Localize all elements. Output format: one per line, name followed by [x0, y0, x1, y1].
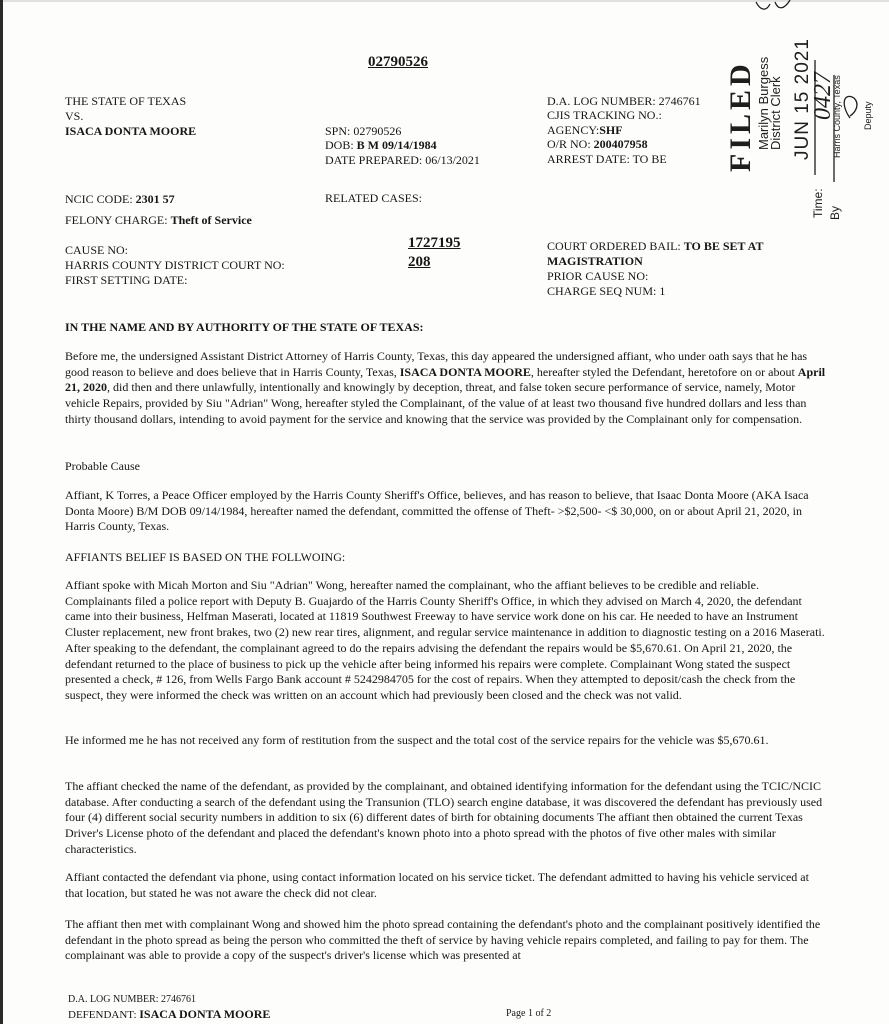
phone-contact-paragraph: Affiant contacted the defendant via phone, using contact information located on his service ticket. The defendant admitted to having his vehicle serviced at that location, but stated he was not aware the check did not clear.: [65, 870, 809, 900]
district-court-label: HARRIS COUNTY DISTRICT COURT NO:: [65, 258, 285, 272]
dob-value: B M 09/14/1984: [356, 138, 437, 152]
agency-value: SHF: [599, 123, 623, 137]
ncic-label: NCIC CODE:: [65, 192, 133, 206]
belief-heading: AFFIANTS BELIEF IS BASED ON THE FOLLWOING:: [65, 550, 346, 564]
related-cases: RELATED CASES:: [325, 191, 423, 205]
restitution-paragraph: He informed me he has not received any form of restitution from the suspect and the total cost of the service repairs for the vehicle was $5,670.61.: [65, 733, 769, 747]
stamp-clerk-name: Marilyn Burgess: [756, 56, 771, 150]
cause-no-label: CAUSE NO:: [65, 243, 129, 257]
footer-defendant-name: ISACA DONTA MOORE: [139, 1007, 271, 1021]
stamp-by-label: By: [828, 205, 842, 220]
date-prepared: DATE PREPARED: 06/13/2021: [325, 153, 480, 167]
intro-offense-date: April 21, 2020: [65, 364, 826, 395]
arrest-date: ARREST DATE: TO BE: [547, 152, 667, 166]
stamp-county: Harris County, Texas: [832, 75, 842, 158]
page-number: Page 1 of 2: [506, 1008, 552, 1019]
spn-number: SPN: 02790526: [325, 124, 402, 138]
footer-da-log: D.A. LOG NUMBER: 2746761: [68, 994, 197, 1005]
intro-text-c: , did then and there unlawfully, intentionally and knowingly by deception, threat, and false token secure performance of service, namely, Motor vehicle Repairs, provided by Siu "Adrian" Wong, hereafter styled the Complainant, of the value of at least two thousand five hundred dollars and less than thirty thousand dollars, intending to avoid payment for the service and knowing that the service was provided by the Complainant only for compensation.: [65, 380, 807, 426]
ncic-line: [65, 192, 175, 207]
agency-label: AGENCY:: [547, 123, 600, 137]
filed-stamp-graphic: [712, 0, 889, 230]
agency-line: [547, 123, 623, 138]
authority-heading: IN THE NAME AND BY AUTHORITY OF THE STATE OF TEXAS:: [65, 320, 424, 334]
da-log-number: D.A. LOG NUMBER: 2746761: [547, 94, 701, 108]
felony-value: Theft of Service: [170, 213, 252, 227]
or-number-label: O/R NO:: [547, 137, 591, 151]
intro-text-a: Before me, the undersigned Assistant District Attorney of Harris County, Texas, this day appeared the undersigned affiant, who under oath says that he has good reason to believe and does believe that in Harris County, Texas,: [65, 349, 808, 379]
bail-value-1: TO BE SET AT: [683, 239, 764, 253]
stamp-deputy-label: Deputy: [863, 101, 873, 130]
affiant-paragraph: Affiant, K Torres, a Peace Officer employed by the Harris County Sheriff's Office, believes, and has reason to believe, that Isaac Donta Moore (AKA Isaca Donta Moore) B/M DOB 09/14/1984, hereafter named the defendant, committed the offense of Theft- >$2,500- <$ 30,000, on or about April 21, 2020, in Harris County, Texas.: [65, 488, 809, 534]
dob-line: [325, 138, 437, 153]
bail-line: [547, 239, 763, 254]
felony-charge-line: [65, 213, 252, 228]
complaint-paragraph: Affiant spoke with Micah Morton and Siu "Adrian" Wong, hereafter named the complainant, who the affiant believes to be credible and reliable. Complainants filed a police report with Deputy B. Guajardo of the Harris County Sheriff's Office, in which they advised on March 4, 2020, the defendant came into their business, Helfman Maserati, located at 11819 Southwest Freeway to have service work done on his car. He needed to have an Instrument Cluster replacement, new front brakes, two (2) new rear tires, alignment, and regular service maintenance in addition to diagnostic testing on a 2016 Maserati. After speaking to the defendant, the complainant agreed to do the repairs advising the defendant the repairs would be $5,670.61. On April 21, 2020, the defendant returned to the place of business to pick up the vehicle after being informed his repairs were complete. Complainant Wong stated the suspect presented a check, # 126, from Wells Fargo Bank account # 5242984705 for the cost of repairs. When they attempted to deposit/cash the check from the suspect, they were informed the check was written on an account which had previously been closed and the check was not valid.: [65, 578, 825, 702]
or-number-line: [547, 137, 648, 152]
intro-paragraph: [65, 349, 828, 428]
versus-label: VS.: [65, 109, 84, 123]
probable-cause-heading: Probable Cause: [65, 459, 140, 473]
ncic-value: 2301 57: [135, 192, 175, 206]
footer-defendant-line: [68, 1007, 270, 1022]
stamp-filed-text: FILED: [724, 60, 757, 172]
photo-spread-paragraph: The affiant then met with complainant Wong and showed him the photo spread containing the defendant's photo and the complainant positively identified the defendant in the photo spread as being the person who committed the theft of service by having vehicle repairs completed, and failing to pay for them. The complainant was able to provide a copy of the suspect's driver's license which was presented at: [65, 917, 821, 963]
case-number-top: 02790526: [368, 54, 428, 70]
bail-value-2: MAGISTRATION: [547, 254, 643, 268]
charge-seq-num: CHARGE SEQ NUM: 1: [547, 284, 666, 298]
dob-label: DOB:: [325, 138, 354, 152]
intro-text-b: , hereafter styled the Defendant, heretofore on or about: [530, 364, 798, 379]
stamp-time-value: 0427: [810, 72, 836, 120]
footer-defendant-label: DEFENDANT:: [68, 1009, 137, 1021]
defendant-name-header: ISACA DONTA MOORE: [65, 124, 197, 138]
cause-number-value: 1727195: [408, 235, 461, 251]
cjis-tracking: CJIS TRACKING NO.:: [547, 108, 662, 122]
stamp-time-label: Time:: [811, 188, 825, 218]
prior-cause-no: PRIOR CAUSE NO:: [547, 269, 649, 283]
filed-stamp: [712, 0, 889, 230]
court-number-value: 208: [408, 254, 431, 270]
scan-left-edge: [0, 0, 3, 1024]
state-of-texas: THE STATE OF TEXAS: [65, 94, 187, 108]
stamp-clerk-title: District Clerk: [768, 76, 783, 150]
or-number-value: 200407958: [593, 137, 648, 151]
stamp-date: JUN 15 2021: [792, 38, 813, 160]
felony-label: FELONY CHARGE:: [65, 213, 168, 227]
bail-label: COURT ORDERED BAIL:: [547, 239, 681, 253]
intro-defendant-name: ISACA DONTA MOORE: [399, 364, 531, 379]
first-setting-label: FIRST SETTING DATE:: [65, 273, 188, 287]
identification-paragraph: The affiant checked the name of the defendant, as provided by the complainant, and obtained identifying information for the defendant using the TCIC/NCIC database. After conducting a search of the defendant using the Transunion (TLO) search engine database, it was discovered the defendant has previously used four (4) different social security numbers in addition to six (6) different dates of birth for obtaining documents The affiant then obtained the current Texas Driver's License photo of the defendant and placed the defendant's known photo into a photo spread with the photos of five other males with similar characteristics.: [65, 779, 823, 856]
